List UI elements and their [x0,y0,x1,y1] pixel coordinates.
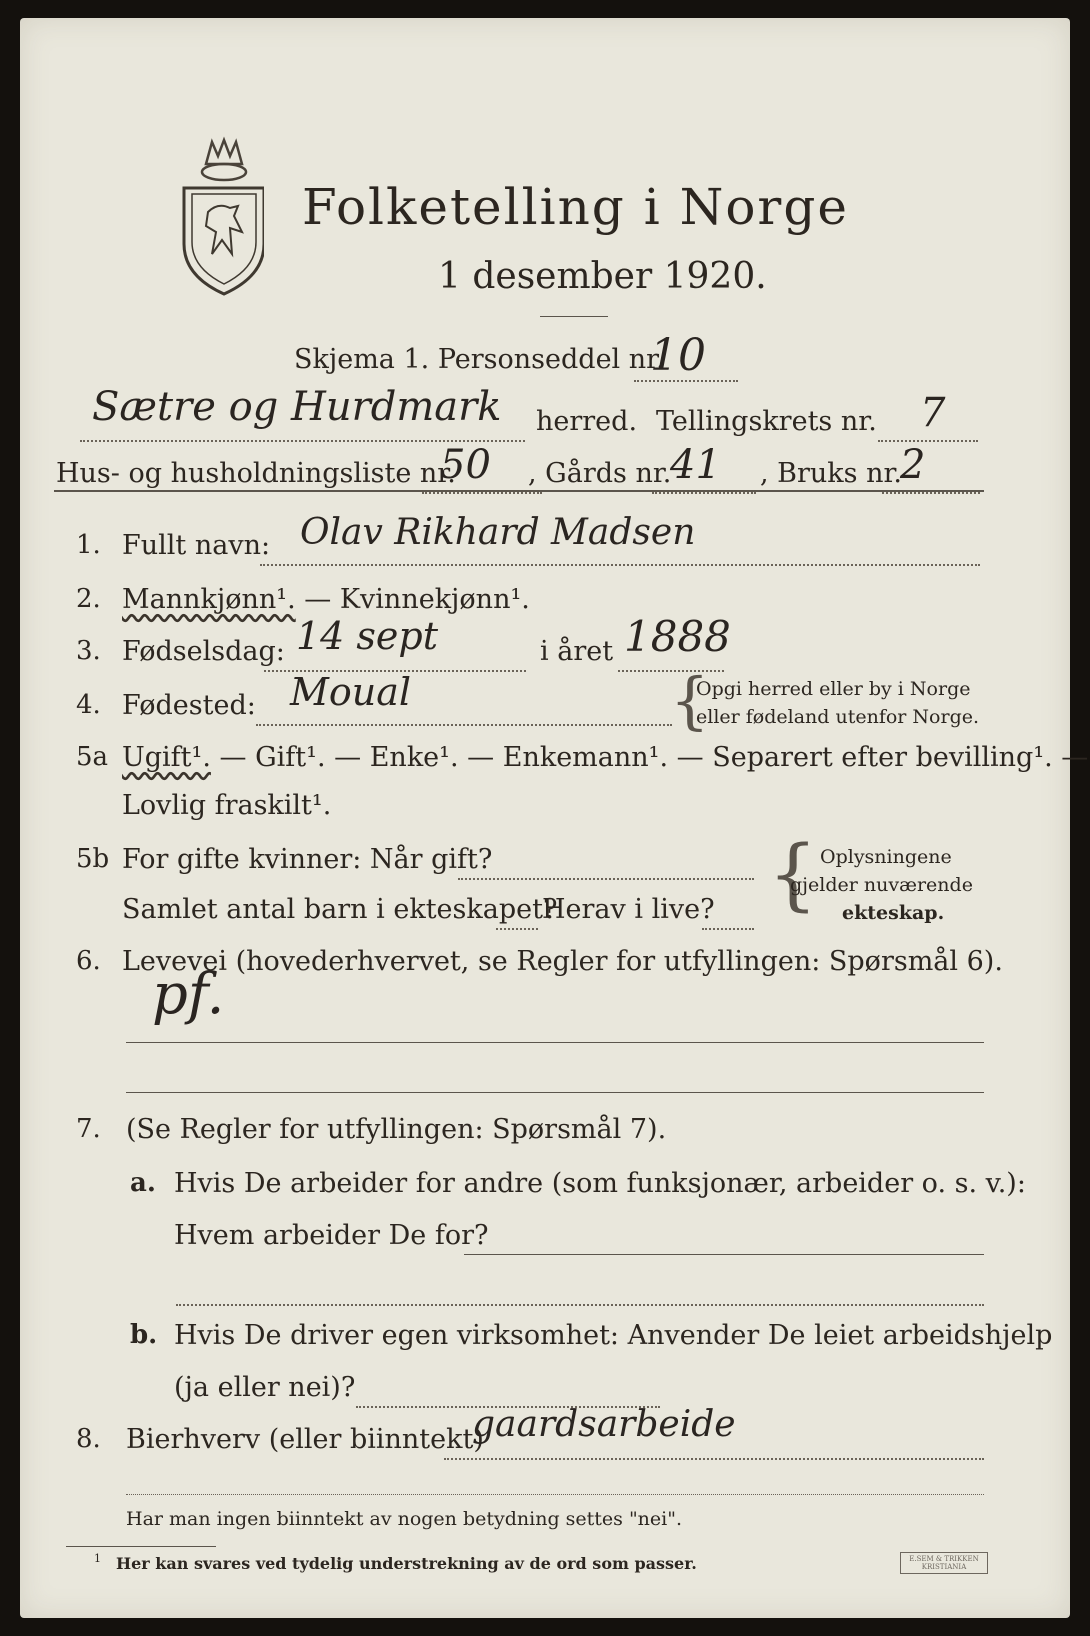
herred-value[interactable]: Sætre og Hurdmark [92,384,502,430]
husliste-label: Hus- og husholdningsliste nr. [56,458,456,489]
q8-label: Bierhverv (eller biinntekt) [126,1424,484,1455]
q2-line [122,584,530,615]
footnote-divider [66,1546,216,1547]
form-date: 1 desember 1920. [438,256,767,297]
q7-number: 7. [76,1114,101,1144]
tellingskrets-label: Tellingskrets nr. [656,406,877,437]
printer-stamp: E.SEM & TRIKKEN KRISTIANIA [900,1552,988,1574]
q5b-note-line1: Oplysningene [820,846,952,868]
q4-label: Fødested: [122,690,256,721]
q4-brace: { [670,664,710,737]
tellingskrets-line [878,440,978,442]
title-divider [540,316,608,317]
no-income-note: Har man ingen biinntekt av nogen betydning settes "nei". [126,1508,683,1530]
occupation-line1 [126,1042,984,1043]
gaards-label: , Gårds nr. [528,458,672,489]
q6-number: 6. [76,946,101,976]
q1-line [260,564,980,566]
occupation-line2 [126,1092,984,1093]
husliste-value[interactable]: 50 [440,442,491,488]
q7b-line1: Hvis De driver egen virksomhet: Anvender De leiet arbeidshjelp [174,1320,1053,1351]
employer-line2 [176,1304,984,1306]
q5b-alive-label: Herav i live? [542,894,715,925]
q1-number: 1. [76,530,101,560]
birthplace-value[interactable]: Moual [290,670,412,714]
norway-coat-of-arms-icon [172,136,264,296]
q7b-number: b. [130,1320,158,1350]
gender-male-option[interactable]: Mannkjønn¹. [122,584,296,615]
q4-note-line1: Opgi herred eller by i Norge [696,678,971,700]
married-when-line [458,878,754,880]
notes-divider [126,1494,984,1495]
q5a-number: 5a [76,742,109,772]
q5b-brace: { [768,830,818,920]
birth-year-value[interactable]: 1888 [624,612,731,661]
employer-line [464,1254,984,1255]
q1-label: Fullt navn: [122,530,271,561]
full-name-value[interactable]: Olav Rikhard Madsen [300,512,696,553]
husliste-line [422,492,542,494]
bruks-value[interactable]: 2 [900,442,926,488]
q7a-line2: Hvem arbeider De for? [174,1220,489,1251]
bruks-label: , Bruks nr. [760,458,903,489]
marital-other-options[interactable]: — Gift¹. — Enke¹. — Enkemann¹. — Separert efter bevilling¹. — [210,742,1089,773]
occupation-value[interactable]: pf. [152,962,225,1027]
q5b-note-line3: ekteskap. [842,902,945,924]
q4-note-line2: eller fødeland utenfor Norge. [696,706,980,728]
gender-separator: — [295,584,340,615]
side-income-value[interactable]: gaardsarbeide [472,1404,736,1445]
q7a-number: a. [130,1168,156,1198]
q7b-line2: (ja eller nei)? [174,1372,356,1403]
q5b-line1: For gifte kvinner: Når gift? [122,844,493,875]
q5b-number: 5b [76,844,110,874]
birth-year-label: i året [540,636,614,667]
children-line [496,928,538,930]
q7-label: (Se Regler for utfyllingen: Spørsmål 7). [126,1114,667,1145]
footnote-text: Her kan svares ved tydelig understrekning av de ord som passer. [116,1554,697,1573]
q4-number: 4. [76,690,101,720]
q3-number: 3. [76,636,101,666]
q8-number: 8. [76,1424,101,1454]
schema-label: Skjema 1. Personseddel nr. [294,344,665,375]
gender-female-option[interactable]: Kvinnekjønn¹. [339,584,530,615]
tellingskrets-value[interactable]: 7 [920,390,946,436]
footnote-marker: 1 [94,1552,101,1565]
marital-ugift-option[interactable]: Ugift¹. [122,742,211,773]
q3-label: Fødselsdag: [122,636,285,667]
q6-label: Levevei (hovederhvervet, se Regler for utfyllingen: Spørsmål 6). [122,946,1003,977]
personseddel-number[interactable]: 10 [650,330,706,381]
alive-line [702,928,754,930]
side-income-line [444,1458,984,1460]
birthday-value[interactable]: 14 sept [296,614,439,658]
q5b-note-line2: gjelder nuværende [790,874,973,896]
q5b-children-label: Samlet antal barn i ekteskapet? [122,894,558,925]
marital-fraskilt-option[interactable]: Lovlig fraskilt¹. [122,790,332,821]
herred-label: herred. [536,406,638,437]
form-title: Folketelling i Norge [302,178,849,236]
gaards-value[interactable]: 41 [670,442,721,488]
header-divider [54,490,984,492]
q5a-line1 [122,742,1088,773]
q7a-line1: Hvis De arbeider for andre (som funksjonær, arbeider o. s. v.): [174,1168,1026,1199]
birthplace-line [256,724,672,726]
q2-number: 2. [76,584,101,614]
bruks-line [882,492,980,494]
census-form-sheet [20,18,1089,1618]
gaards-line [652,492,756,494]
